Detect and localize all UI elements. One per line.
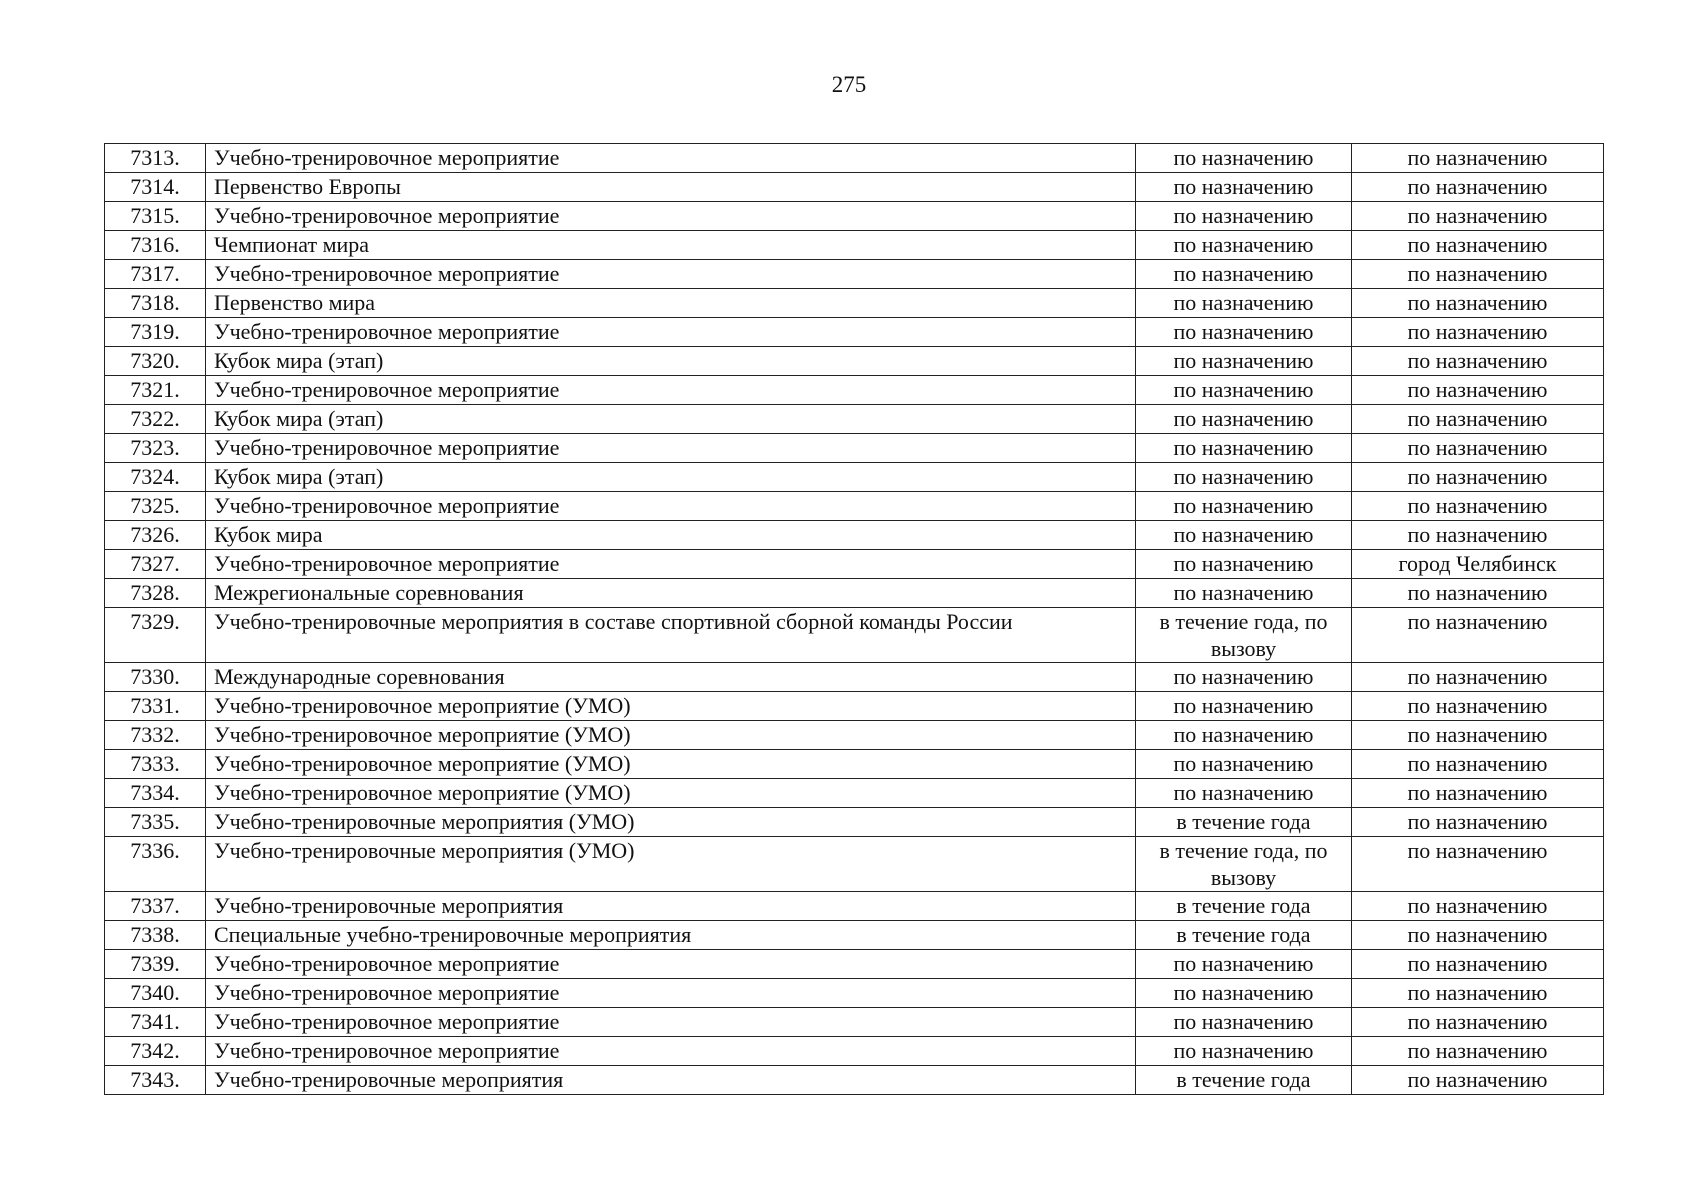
- event-place-cell: по назначению: [1352, 750, 1604, 779]
- event-date-cell: по назначению: [1136, 144, 1352, 173]
- event-date-cell: в течение года, по вызову: [1136, 837, 1352, 892]
- event-place-cell: по назначению: [1352, 721, 1604, 750]
- event-place-cell: по назначению: [1352, 231, 1604, 260]
- event-date-cell: по назначению: [1136, 260, 1352, 289]
- event-name-cell: Учебно-тренировочное мероприятие (УМО): [206, 779, 1136, 808]
- row-number-cell: 7313.: [105, 144, 206, 173]
- table-row: [105, 405, 1604, 434]
- table-row: [105, 260, 1604, 289]
- row-number-cell: 7338.: [105, 921, 206, 950]
- table-row: [105, 950, 1604, 979]
- table-row: [105, 144, 1604, 173]
- row-number-cell: 7339.: [105, 950, 206, 979]
- table-row: [105, 521, 1604, 550]
- table-row: [105, 579, 1604, 608]
- table-row: [105, 663, 1604, 692]
- event-name-cell: Учебно-тренировочное мероприятие: [206, 318, 1136, 347]
- table-row: [105, 1037, 1604, 1066]
- event-name-cell: Кубок мира: [206, 521, 1136, 550]
- event-name-cell: Учебно-тренировочное мероприятие: [206, 979, 1136, 1008]
- event-place-cell: по назначению: [1352, 318, 1604, 347]
- event-date-cell: по назначению: [1136, 492, 1352, 521]
- event-date-cell: по назначению: [1136, 376, 1352, 405]
- event-date-cell: по назначению: [1136, 663, 1352, 692]
- row-number-cell: 7316.: [105, 231, 206, 260]
- table-row: [105, 173, 1604, 202]
- event-place-cell: по назначению: [1352, 492, 1604, 521]
- table-row: [105, 434, 1604, 463]
- table-row: [105, 721, 1604, 750]
- event-place-cell: по назначению: [1352, 837, 1604, 892]
- event-name-cell: Учебно-тренировочное мероприятие: [206, 950, 1136, 979]
- table-row: [105, 808, 1604, 837]
- event-place-cell: по назначению: [1352, 434, 1604, 463]
- event-name-cell: Учебно-тренировочное мероприятие: [206, 202, 1136, 231]
- row-number-cell: 7325.: [105, 492, 206, 521]
- event-date-cell: по назначению: [1136, 347, 1352, 376]
- row-number-cell: 7323.: [105, 434, 206, 463]
- table-row: [105, 779, 1604, 808]
- event-place-cell: по назначению: [1352, 463, 1604, 492]
- row-number-cell: 7334.: [105, 779, 206, 808]
- event-place-cell: по назначению: [1352, 808, 1604, 837]
- event-date-cell: по назначению: [1136, 550, 1352, 579]
- row-number-cell: 7326.: [105, 521, 206, 550]
- table-row: [105, 1008, 1604, 1037]
- row-number-cell: 7337.: [105, 892, 206, 921]
- event-date-cell: по назначению: [1136, 979, 1352, 1008]
- event-place-cell: по назначению: [1352, 173, 1604, 202]
- event-name-cell: Учебно-тренировочное мероприятие (УМО): [206, 750, 1136, 779]
- event-place-cell: по назначению: [1352, 260, 1604, 289]
- table-row: [105, 231, 1604, 260]
- event-name-cell: Учебно-тренировочные мероприятия: [206, 892, 1136, 921]
- event-name-cell: Первенство мира: [206, 289, 1136, 318]
- row-number-cell: 7314.: [105, 173, 206, 202]
- table-row: [105, 347, 1604, 376]
- event-name-cell: Учебно-тренировочное мероприятие: [206, 1037, 1136, 1066]
- event-place-cell: по назначению: [1352, 1066, 1604, 1095]
- event-date-cell: по назначению: [1136, 1037, 1352, 1066]
- event-date-cell: по назначению: [1136, 692, 1352, 721]
- event-date-cell: по назначению: [1136, 434, 1352, 463]
- event-date-cell: по назначению: [1136, 950, 1352, 979]
- row-number-cell: 7343.: [105, 1066, 206, 1095]
- event-name-cell: Кубок мира (этап): [206, 405, 1136, 434]
- event-name-cell: Учебно-тренировочные мероприятия (УМО): [206, 837, 1136, 892]
- row-number-cell: 7340.: [105, 979, 206, 1008]
- page-number: 275: [831, 72, 867, 97]
- event-name-cell: Чемпионат мира: [206, 231, 1136, 260]
- event-place-cell: по назначению: [1352, 579, 1604, 608]
- table-row: [105, 376, 1604, 405]
- event-place-cell: по назначению: [1352, 202, 1604, 231]
- table-row: [105, 463, 1604, 492]
- row-number-cell: 7332.: [105, 721, 206, 750]
- event-date-cell: в течение года: [1136, 892, 1352, 921]
- event-place-cell: по назначению: [1352, 144, 1604, 173]
- table-row: [105, 608, 1604, 663]
- event-place-cell: по назначению: [1352, 347, 1604, 376]
- event-name-cell: Межрегиональные соревнования: [206, 579, 1136, 608]
- table-row: [105, 837, 1604, 892]
- row-number-cell: 7330.: [105, 663, 206, 692]
- event-name-cell: Учебно-тренировочные мероприятия в составе спортивной сборной команды России: [206, 608, 1136, 663]
- event-name-cell: Учебно-тренировочное мероприятие: [206, 144, 1136, 173]
- event-place-cell: по назначению: [1352, 921, 1604, 950]
- row-number-cell: 7324.: [105, 463, 206, 492]
- event-name-cell: Учебно-тренировочное мероприятие (УМО): [206, 692, 1136, 721]
- event-name-cell: Международные соревнования: [206, 663, 1136, 692]
- row-number-cell: 7320.: [105, 347, 206, 376]
- event-place-cell: по назначению: [1352, 405, 1604, 434]
- event-name-cell: Учебно-тренировочное мероприятие: [206, 1008, 1136, 1037]
- row-number-cell: 7331.: [105, 692, 206, 721]
- row-number-cell: 7319.: [105, 318, 206, 347]
- table-row: [105, 892, 1604, 921]
- event-date-cell: по назначению: [1136, 463, 1352, 492]
- event-date-cell: в течение года: [1136, 921, 1352, 950]
- event-place-cell: по назначению: [1352, 521, 1604, 550]
- event-name-cell: Кубок мира (этап): [206, 347, 1136, 376]
- event-name-cell: Учебно-тренировочное мероприятие (УМО): [206, 721, 1136, 750]
- row-number-cell: 7333.: [105, 750, 206, 779]
- table-row: [105, 921, 1604, 950]
- event-date-cell: по назначению: [1136, 750, 1352, 779]
- event-place-cell: по назначению: [1352, 892, 1604, 921]
- table-row: [105, 318, 1604, 347]
- event-date-cell: по назначению: [1136, 289, 1352, 318]
- table-row: [105, 289, 1604, 318]
- event-name-cell: Учебно-тренировочные мероприятия (УМО): [206, 808, 1136, 837]
- event-date-cell: по назначению: [1136, 721, 1352, 750]
- event-date-cell: по назначению: [1136, 405, 1352, 434]
- row-number-cell: 7328.: [105, 579, 206, 608]
- event-date-cell: по назначению: [1136, 1008, 1352, 1037]
- event-place-cell: по назначению: [1352, 376, 1604, 405]
- event-name-cell: Учебно-тренировочное мероприятие: [206, 434, 1136, 463]
- table-row: [105, 1066, 1604, 1095]
- event-place-cell: по назначению: [1352, 979, 1604, 1008]
- event-date-cell: по назначению: [1136, 202, 1352, 231]
- row-number-cell: 7342.: [105, 1037, 206, 1066]
- event-date-cell: по назначению: [1136, 779, 1352, 808]
- event-place-cell: по назначению: [1352, 779, 1604, 808]
- event-name-cell: Учебно-тренировочное мероприятие: [206, 492, 1136, 521]
- row-number-cell: 7335.: [105, 808, 206, 837]
- row-number-cell: 7327.: [105, 550, 206, 579]
- event-date-cell: по назначению: [1136, 173, 1352, 202]
- event-name-cell: Первенство Европы: [206, 173, 1136, 202]
- event-date-cell: по назначению: [1136, 579, 1352, 608]
- row-number-cell: 7329.: [105, 608, 206, 663]
- event-place-cell: по назначению: [1352, 608, 1604, 663]
- row-number-cell: 7318.: [105, 289, 206, 318]
- event-name-cell: Кубок мира (этап): [206, 463, 1136, 492]
- event-place-cell: по назначению: [1352, 950, 1604, 979]
- event-name-cell: Учебно-тренировочное мероприятие: [206, 260, 1136, 289]
- events-table-body: [105, 144, 1604, 1095]
- event-place-cell: по назначению: [1352, 1037, 1604, 1066]
- event-place-cell: по назначению: [1352, 692, 1604, 721]
- event-date-cell: по назначению: [1136, 318, 1352, 347]
- event-date-cell: в течение года, по вызову: [1136, 608, 1352, 663]
- row-number-cell: 7322.: [105, 405, 206, 434]
- events-table: [104, 143, 1604, 1095]
- table-row: [105, 492, 1604, 521]
- table-row: [105, 550, 1604, 579]
- row-number-cell: 7315.: [105, 202, 206, 231]
- event-place-cell: по назначению: [1352, 1008, 1604, 1037]
- event-place-cell: город Челябинск: [1352, 550, 1604, 579]
- table-row: [105, 202, 1604, 231]
- event-date-cell: в течение года: [1136, 808, 1352, 837]
- row-number-cell: 7317.: [105, 260, 206, 289]
- event-name-cell: Специальные учебно-тренировочные мероприятия: [206, 921, 1136, 950]
- event-place-cell: по назначению: [1352, 289, 1604, 318]
- row-number-cell: 7321.: [105, 376, 206, 405]
- event-date-cell: в течение года: [1136, 1066, 1352, 1095]
- event-place-cell: по назначению: [1352, 663, 1604, 692]
- row-number-cell: 7341.: [105, 1008, 206, 1037]
- event-name-cell: Учебно-тренировочные мероприятия: [206, 1066, 1136, 1095]
- table-row: [105, 692, 1604, 721]
- table-row: [105, 979, 1604, 1008]
- event-date-cell: по назначению: [1136, 521, 1352, 550]
- event-date-cell: по назначению: [1136, 231, 1352, 260]
- event-name-cell: Учебно-тренировочное мероприятие: [206, 376, 1136, 405]
- row-number-cell: 7336.: [105, 837, 206, 892]
- table-row: [105, 750, 1604, 779]
- event-name-cell: Учебно-тренировочное мероприятие: [206, 550, 1136, 579]
